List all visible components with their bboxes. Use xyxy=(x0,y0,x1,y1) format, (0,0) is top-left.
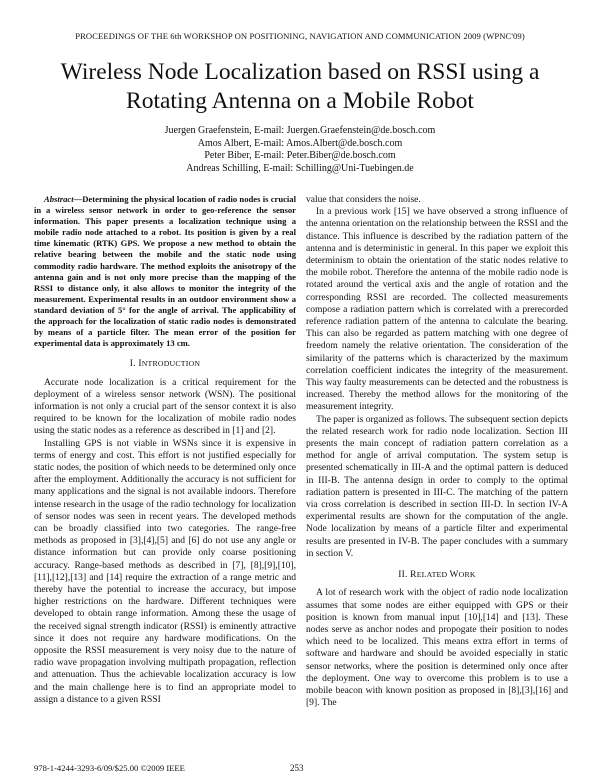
paragraph: value that considers the noise. xyxy=(306,194,421,205)
abstract xyxy=(34,194,296,349)
paragraph: Installing GPS is not viable in WSNs since it is expensive in terms of energy and cost. This effort is not justified especially for static nodes, the position of which needs to be determined only once after the employment. Additionally the accuracy is not sufficient for many applications and the signal is not available indoors. Therefore intense research in the usage of the radio technology for localization of sensor nodes was seen in recent years. The developed methods can be broadly classified into two categories. The range-free methods as proposed in [3],[4],[5] and [6] do not use any angle or distance information but can provide only coarse positioning accuracy. Range-based methods as described in [7], [8],[9],[10],[11],[12],[13] and [14] require the extraction of a range metric and thereby have the potential to increase the accuracy, but impose higher restrictions on the hardware. Different techniques were developed to obtain range information. Among these the usage of the received signal strength indicator (RSSI) is eminently attractive since it does not require any hardware modifications. On the opposite the RSSI measurement is very noisy due to the nature of radio wave propagation involving multipath propagation, reflection and attenuation. Thus the achievable localization accuracy is low and the main challenge here is to find an appropriate model to assign a distance to a given RSSI xyxy=(34,437,296,705)
author-line: Juergen Graefenstein, E-mail: Juergen.Graefenstein@de.bosch.com xyxy=(164,125,436,136)
left-column xyxy=(34,194,296,706)
footer-isbn: 978-1-4244-3293-6/09/$25.00 ©2009 IEEE xyxy=(34,763,185,773)
page-number: 253 xyxy=(290,763,304,773)
author-line: Andreas Schilling, E-mail: Schilling@Uni-Tuebingen.de xyxy=(186,162,414,174)
paragraph: The paper is organized as follows. The subsequent section depicts the related research work for radio node localization. Section III presents the main concept of radiation pattern correlation as a method for angle of arrival computation. The system setup is presented schematically in III-A and the optimal pattern is deduced in III-B. The antenna design in order to comply to the optimal radiation pattern is presented in III-C. The matching of the pattern via cross correlation is described in section III-D. In section IV-A experimental results are shown for the computation of the angle. Node localization by means of a particle filter and experimental results are presented in IV-B. The paper concludes with a summary in section V. xyxy=(306,413,568,559)
section-heading-related-work: II. RELATED WORK xyxy=(398,570,476,581)
author-list xyxy=(100,125,500,175)
right-column xyxy=(306,194,568,709)
paragraph: A lot of research work with the object of radio node localization assumes that some nodes are either equipped with GPS or their position is known from manual input [10],[14] and [13]. These nodes serve as anchor nodes and propogate their position to nodes which need to be localized. This means extra effort in terms of software and hardware and should be avoided especially in static sensor networks, where the position is determined only once after the deployment. One way to overcome this problem is to use a mobile beacon with known position as proposed in [8],[3],[16] and [9]. The xyxy=(306,587,568,709)
paragraph: In a previous work [15] we have observed a strong influence of the antenna orientation on the relationship between the RSSI and the distance. This influence is described by the radiation pattern of the antenna and is deterministic in general. In this paper we exploit this determinism to obtain the orientation of the static nodes relative to the mobile robot. Therefore the antenna of the mobile radio node is rotated around the vertical axis and the angle of rotation and the corresponding RSSI are recorded. The collected measurements compose a radiation pattern which is correlated with a prerecorded reference radiation pattern of the antenna to calculate the bearing. This can also be regarded as pattern matching with one degree of freedom namely the relative orientation. The consideration of the similarity of the patterns which is characterized by the maximum correlation coefficient indicates the integrity of the measurement. This way faulty measurements can be detected and the robustness is increased. Thereby the method allows for the monitoring of the measurement integrity. xyxy=(306,206,568,413)
section-heading-introduction: I. INTRODUCTION xyxy=(129,359,201,370)
author-line: Amos Albert, E-mail: Amos.Albert@de.bosch.com xyxy=(197,137,403,149)
proceedings-header: PROCEEDINGS OF THE 6th WORKSHOP ON POSITIONING, NAVIGATION AND COMMUNICATION 2009 (WPNC'09) xyxy=(75,31,525,41)
paper-title: Wireless Node Localization based on RSSI using a Rotating Antenna on a Mobile Robot xyxy=(60,59,540,114)
abstract-text: —Determining the physical location of radio nodes is crucial in a wireless sensor network in order to geo-reference the sensor information. This paper presents a localization technique using a mobile radio node attached to a robot. Its position is given by a real time kinematic (RTK) GPS. We propose a new method to obtain the relative bearing between the mobile and the static node using commodity radio hardware. The method exploits the anisotropy of the antenna gain and is not only more precise than the mapping of the RSSI to distance only, it also allows to monitor the integrity of the measurement. Experimental results in an outdoor environment show a standard deviation of 5° for the angle of arrival. The applicability of the approach for the localization of static radio nodes is demonstrated by means of a particle filter. The mean error of the position for experimental data is approximately 13 cm. xyxy=(34,194,296,349)
author-line: Peter Biber, E-mail: Peter.Biber@de.bosch.com xyxy=(204,150,396,162)
abstract-lead: Abstract xyxy=(44,194,74,204)
paragraph: Accurate node localization is a critical requirement for the deployment of a wireless sensor network (WSN). The positional information is not only a crucial part of the sensor context it is also required to be known for the localization of mobile radio nodes using the static nodes as a reference as described in [1] and [2]. xyxy=(34,376,296,437)
